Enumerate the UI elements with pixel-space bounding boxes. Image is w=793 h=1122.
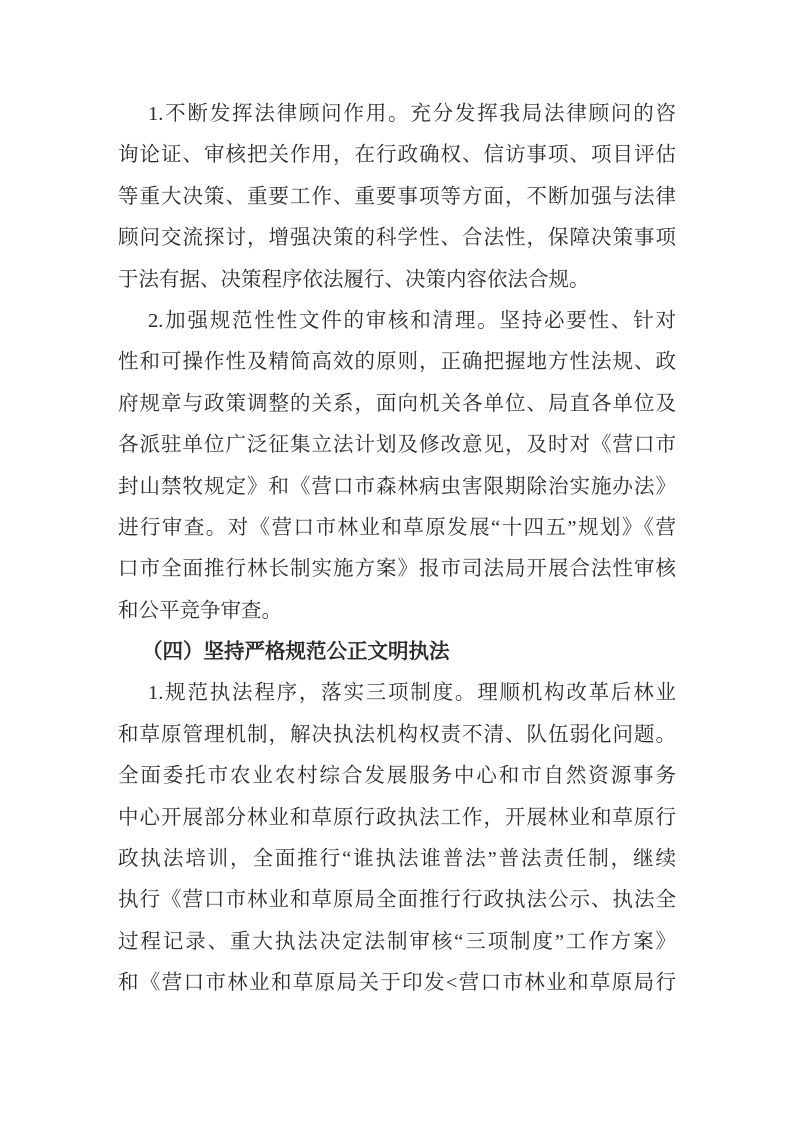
text-line: 过程记录、重大执法决定法制审核“三项制度”工作方案》 [118, 930, 676, 953]
para-2-normative-documents [118, 301, 676, 632]
heading-section-four [118, 632, 676, 673]
text-line: 等重大决策、重要工作、重要事项等方面，不断加强与法律 [118, 185, 676, 208]
text-line: 顾问交流探讨，增强决策的科学性、合法性，保障决策事项 [118, 227, 676, 250]
text-line: 和草原管理机制，解决执法机构权责不清、队伍弱化问题。 [118, 723, 676, 746]
text-line: 和《营口市林业和草原局关于印发<营口市林业和草原局行 [118, 972, 676, 995]
text-line: 政执法培训，全面推行“谁执法谁普法”普法责任制，继续 [118, 848, 676, 871]
text-line: 中心开展部分林业和草原行政执法工作，开展林业和草原行 [118, 806, 676, 829]
text-line: 1.规范执法程序，落实三项制度。理顺机构改革后林业 [148, 682, 676, 705]
text-line: 各派驻单位广泛征集立法计划及修改意见，及时对《营口市 [118, 434, 676, 457]
text-line: 于法有据、决策程序依法履行、决策内容依法合规。 [118, 268, 590, 291]
para-3-law-enforcement-procedures [118, 673, 676, 1004]
text-line: 性和可操作性及精简高效的原则，正确把握地方性法规、政 [118, 351, 676, 374]
document-body [118, 94, 676, 1005]
text-line: 全面委托市农业农村综合发展服务中心和市自然资源事务 [118, 765, 676, 788]
text-line: 府规章与政策调整的关系，面向机关各单位、局直各单位及 [118, 392, 676, 415]
text-line: 和公平竞争审查。 [118, 599, 282, 622]
text-line: 执行《营口市林业和草原局全面推行行政执法公示、执法全 [118, 889, 676, 912]
text-line: 封山禁牧规定》和《营口市森林病虫害限期除治实施办法》 [118, 475, 676, 498]
text-line: 2.加强规范性性文件的审核和清理。坚持必要性、针对 [148, 309, 676, 332]
text-line: 口市全面推行林长制实施方案》报市司法局开展合法性审核 [118, 558, 676, 581]
text-line: 进行审查。对《营口市林业和草原发展“十四五”规划》《营 [118, 516, 676, 539]
heading-line: （四）坚持严格规范公正文明执法 [142, 641, 450, 664]
para-1-legal-advisor [118, 94, 676, 301]
text-line: 1.不断发挥法律顾问作用。充分发挥我局法律顾问的咨 [148, 103, 676, 125]
text-line: 询论证、审核把关作用，在行政确权、信访事项、项目评估 [118, 144, 676, 167]
